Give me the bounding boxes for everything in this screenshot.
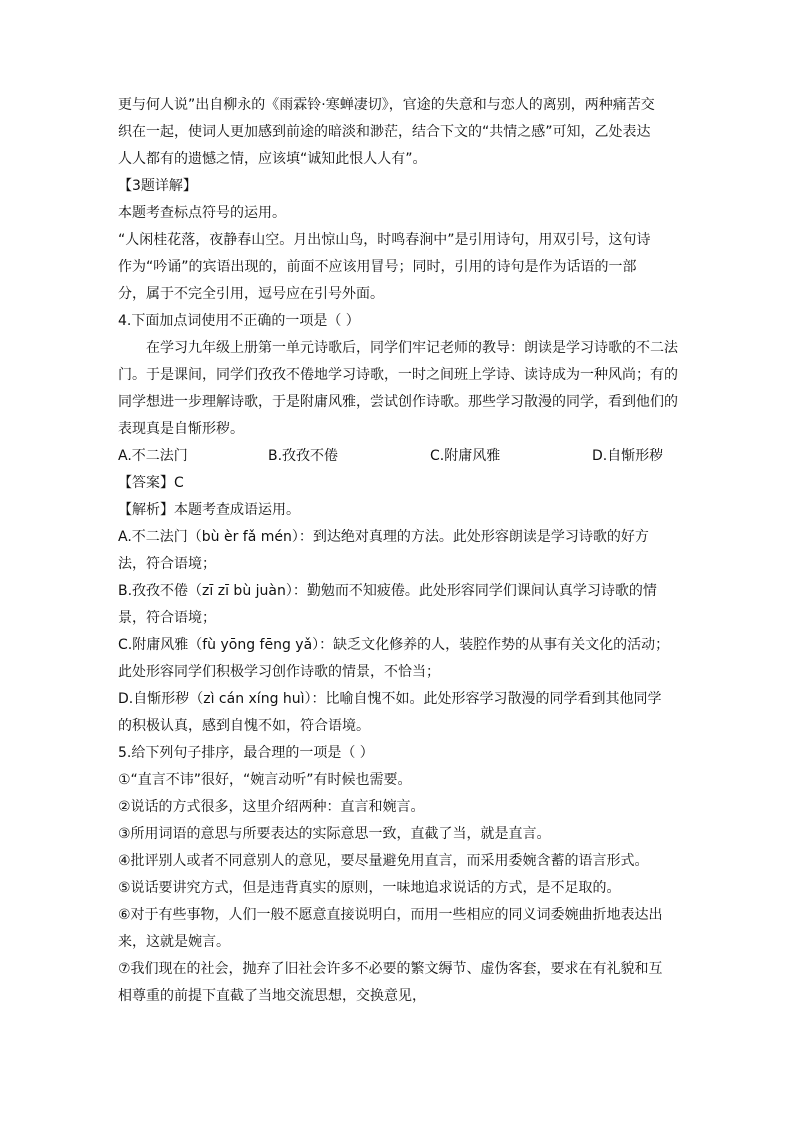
option-c: C.附庸风雅 — [430, 448, 501, 464]
question-5-section — [118, 740, 680, 1010]
sentence-line: ③所用词语的意思与所要表达的实际意思一致，直截了当，就是直言。 — [118, 826, 551, 842]
sentence-line: 相尊重的前提下直截了当地交流思想，交换意见， — [118, 988, 426, 1004]
answer-line: 【答案】C — [118, 475, 184, 491]
sentence-line: ①“直言不讳”很好，“婉言动听”有时候也需要。 — [118, 772, 412, 788]
answer-options — [118, 443, 680, 470]
option-d: D.自惭形秽 — [592, 448, 664, 464]
text-line: 作为“吟诵”的宾语出现的，前面不应该用冒号；同时，引用的诗句是作为话语的一部 — [118, 259, 637, 275]
section-heading: 【3题详解】 — [118, 178, 197, 194]
sentence-line: ②说话的方式很多，这里介绍两种：直言和婉言。 — [118, 799, 425, 815]
analysis-line: C.附庸风雅（fù yōng fēng yǎ）：缺乏文化修养的人，装腔作势的从事有关文化的活动； — [118, 637, 670, 653]
text-line: “人闲桂花落，夜静春山空。月出惊山鸟，时鸣春涧中”是引用诗句，用双引号，这句诗 — [118, 232, 651, 248]
text-line: 更与何人说”出自柳永的《雨霖铃·寒蝉凄切》，官途的失意和与恋人的离别，两种痛苦交 — [118, 97, 655, 113]
analysis-line: 景，符合语境； — [118, 610, 216, 626]
text-line: 分，属于不完全引用，逗号应在引号外面。 — [118, 286, 384, 302]
text-line: 人人都有的遗憾之情，应该填“诚知此恨人人有”。 — [118, 151, 427, 167]
sentence-line: ④批评别人或者不同意别人的意见，要尽量避免用直言，而采用委婉含蓄的语言形式。 — [118, 853, 649, 869]
text-line: 织在一起，使词人更加感到前途的暗淡和渺茫，结合下文的“共情之感”可知，乙处表达 — [118, 124, 651, 140]
analysis-line: 【解析】本题考查成语运用。 — [118, 502, 300, 518]
analysis-line: 此处形容同学们积极学习创作诗歌的情景，不恰当； — [118, 664, 440, 680]
question-stem: 5.给下列句子排序，最合理的一项是（ ） — [118, 745, 374, 761]
question-4-section — [118, 308, 680, 740]
passage-line: 表现真是自惭形秽。 — [118, 421, 244, 437]
option-b: B.孜孜不倦 — [268, 448, 339, 464]
sentence-line: ⑥对于有些事物，人们一般不愿意直接说明白，而用一些相应的同义词委婉曲折地表达出 — [118, 907, 663, 923]
question-3-section — [118, 173, 680, 308]
passage-line: 门。于是课间，同学们孜孜不倦地学习诗歌，一时之间班上学诗、读诗成为一种风尚；有的 — [118, 367, 678, 383]
analysis-line: A.不二法门（bù èr fǎ mén）：到达绝对真理的方法。此处形容朗读是学习诗歌的好方 — [118, 529, 649, 545]
explanation-paragraph — [118, 92, 680, 173]
option-a: A.不二法门 — [118, 448, 188, 464]
passage-line: 同学想进一步理解诗歌，于是附庸风雅，尝试创作诗歌。那些学习散漫的同学，看到他们的 — [118, 394, 678, 410]
analysis-line: 法，符合语境； — [118, 556, 216, 572]
page-content — [118, 92, 680, 1010]
sentence-line: ⑤说话要讲究方式，但是违背真实的原则，一味地追求说话的方式，是不足取的。 — [118, 880, 621, 896]
passage-line: 在学习九年级上册第一单元诗歌后，同学们牢记老师的教导：朗读是学习诗歌的不二法 — [146, 340, 678, 356]
question-stem: 4.下面加点词使用不正确的一项是（ ） — [118, 313, 360, 329]
analysis-line: 的积极认真，感到自愧不如，符合语境。 — [118, 718, 370, 734]
analysis-line: B.孜孜不倦（zī zī bù juàn）：勤勉而不知疲倦。此处形容同学们课间认真学习诗歌的情 — [118, 583, 657, 599]
sentence-line: 来，这就是婉言。 — [118, 934, 230, 950]
sentence-line: ⑦我们现在的社会，抛弃了旧社会许多不必要的繁文缛节、虚伪客套，要求在有礼貌和互 — [118, 961, 663, 977]
text-line: 本题考查标点符号的运用。 — [118, 205, 286, 221]
analysis-line: D.自惭形秽（zì cán xíng huì）：比喻自愧不如。此处形容学习散漫的同学看到其他同学 — [118, 691, 662, 707]
